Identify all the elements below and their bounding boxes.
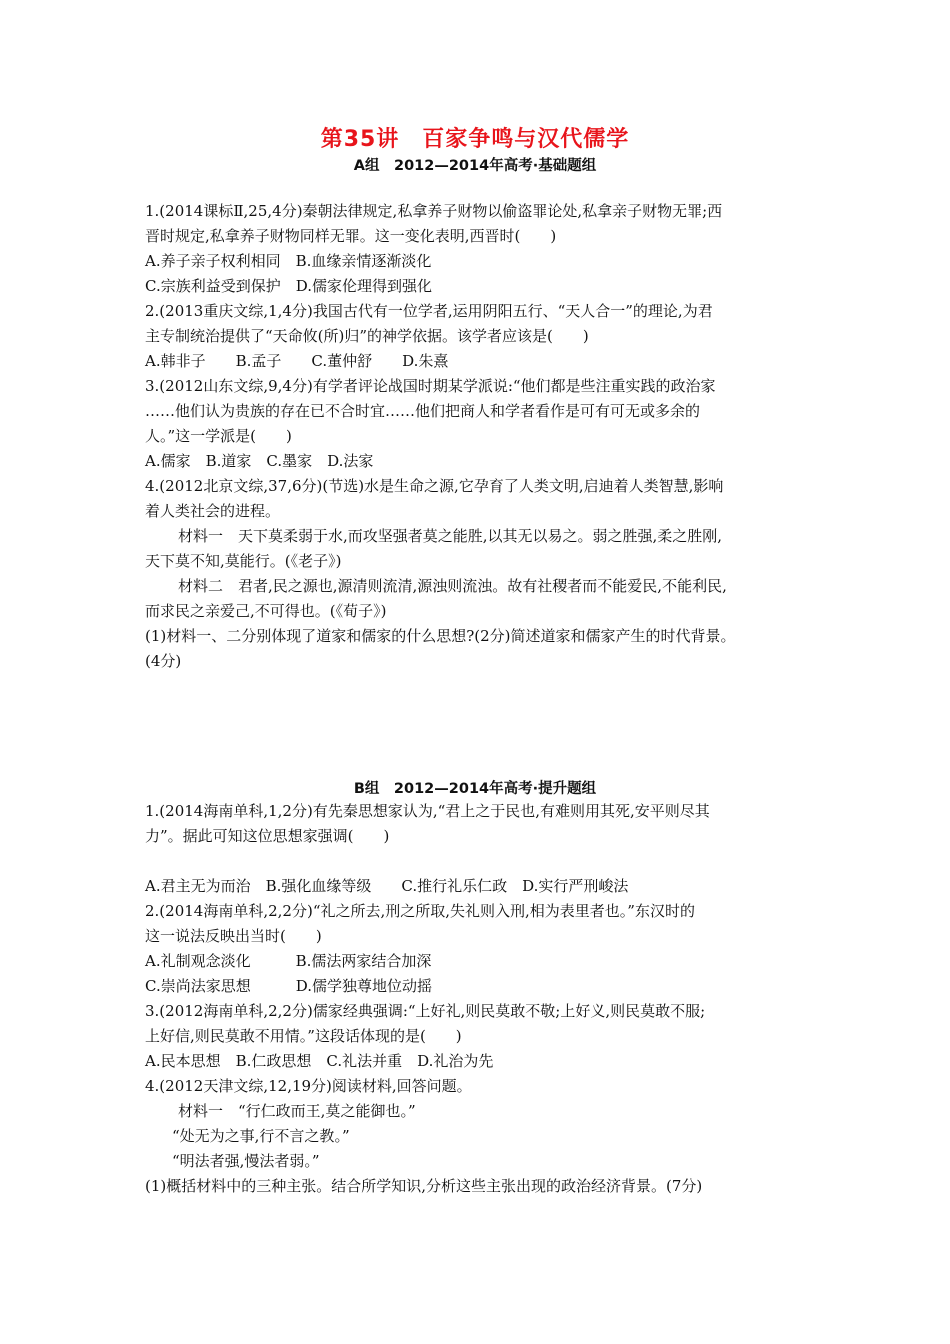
question-line: 晋时规定,私拿养子财物同样无罪。这一变化表明,西晋时( ) (145, 227, 557, 245)
material-line: 天下莫不知,莫能行。(《老子》) (145, 552, 342, 570)
option-line: A.韩非子 B.孟子 C.董仲舒 D.朱熹 (145, 352, 449, 370)
option-line: A.民本思想 B.仁政思想 C.礼法并重 D.礼治为先 (145, 1052, 494, 1070)
section-a-heading: A组 2012—2014年高考·基础题组 (353, 158, 597, 174)
option-line: A.君主无为而治 B.强化血缘等级 C.推行礼乐仁政 D.实行严刑峻法 (145, 877, 629, 895)
question-line: 3.(2012海南单科,2,2分)儒家经典强调:“上好礼,则民莫敢不敬;上好义,则民莫敢不服; (145, 1002, 706, 1020)
option-line: C.崇尚法家思想 D.儒学独尊地位动摇 (145, 977, 432, 995)
question-line: ……他们认为贵族的存在已不合时宜……他们把商人和学者看作是可有可无或多余的 (145, 402, 701, 420)
section-b-heading: B组 2012—2014年高考·提升题组 (353, 781, 597, 797)
question-line: 4.(2012天津文综,12,19分)阅读材料,回答问题。 (145, 1077, 472, 1095)
question-line: 2.(2013重庆文综,1,4分)我国古代有一位学者,运用阴阳五行、“天人合一”的理论,为君 (145, 302, 713, 320)
question-line: 1.(2014课标Ⅱ,25,4分)秦朝法律规定,私拿养子财物以偷盗罪论处,私拿亲子财物无罪;西 (145, 202, 723, 220)
question-line: 人。”这一学派是( ) (145, 427, 292, 445)
question-line: 上好信,则民莫敢不用情。”这段话体现的是( ) (145, 1027, 462, 1045)
question-line: 3.(2012山东文综,9,4分)有学者评论战国时期某学派说:“他们都是些注重实践的政治家 (145, 377, 716, 395)
subquestion-line: (4分) (145, 652, 182, 670)
question-line: 着人类社会的进程。 (145, 502, 281, 520)
material-line: 而求民之亲爱己,不可得也。(《荀子》) (145, 602, 387, 620)
option-line: A.养子亲子权利相同 B.血缘亲情逐渐淡化 (145, 252, 432, 270)
question-line: 4.(2012北京文综,37,6分)(节选)水是生命之源,它孕育了人类文明,启迪着人类智慧,影响 (145, 477, 724, 495)
option-line: C.宗族利益受到保护 D.儒家伦理得到强化 (145, 277, 432, 295)
subquestion-line: (1)材料一、二分别体现了道家和儒家的什么思想?(2分)简述道家和儒家产生的时代背景。 (145, 627, 736, 645)
material-line: “处无为之事,行不言之教。” (172, 1127, 350, 1145)
question-line: 1.(2014海南单科,1,2分)有先秦思想家认为,“君上之于民也,有难则用其死,安平则尽其 (145, 802, 710, 820)
material-line: “明法者强,慢法者弱。” (172, 1152, 320, 1170)
subquestion-line: (1)概括材料中的三种主张。结合所学知识,分析这些主张出现的政治经济背景。(7分) (145, 1177, 703, 1195)
page-title: 第35讲 百家争鸣与汉代儒学 (320, 127, 630, 152)
material-line: 材料一 天下莫柔弱于水,而攻坚强者莫之能胜,以其无以易之。弱之胜强,柔之胜刚, (178, 527, 723, 545)
question-line: 力”。据此可知这位思想家强调( ) (145, 827, 390, 845)
material-line: 材料二 君者,民之源也,源清则流清,源浊则流浊。故有社稷者而不能爱民,不能利民, (178, 577, 727, 595)
option-line: A.礼制观念淡化 B.儒法两家结合加深 (145, 952, 432, 970)
question-line: 这一说法反映出当时( ) (145, 927, 322, 945)
material-line: 材料一 “行仁政而王,莫之能御也。” (178, 1102, 416, 1120)
question-line: 2.(2014海南单科,2,2分)“礼之所去,刑之所取,失礼则入刑,相为表里者也。”东汉时的 (145, 902, 695, 920)
option-line: A.儒家 B.道家 C.墨家 D.法家 (145, 452, 374, 470)
question-line: 主专制统治提供了“天命攸(所)归”的神学依据。该学者应该是( ) (145, 327, 589, 345)
